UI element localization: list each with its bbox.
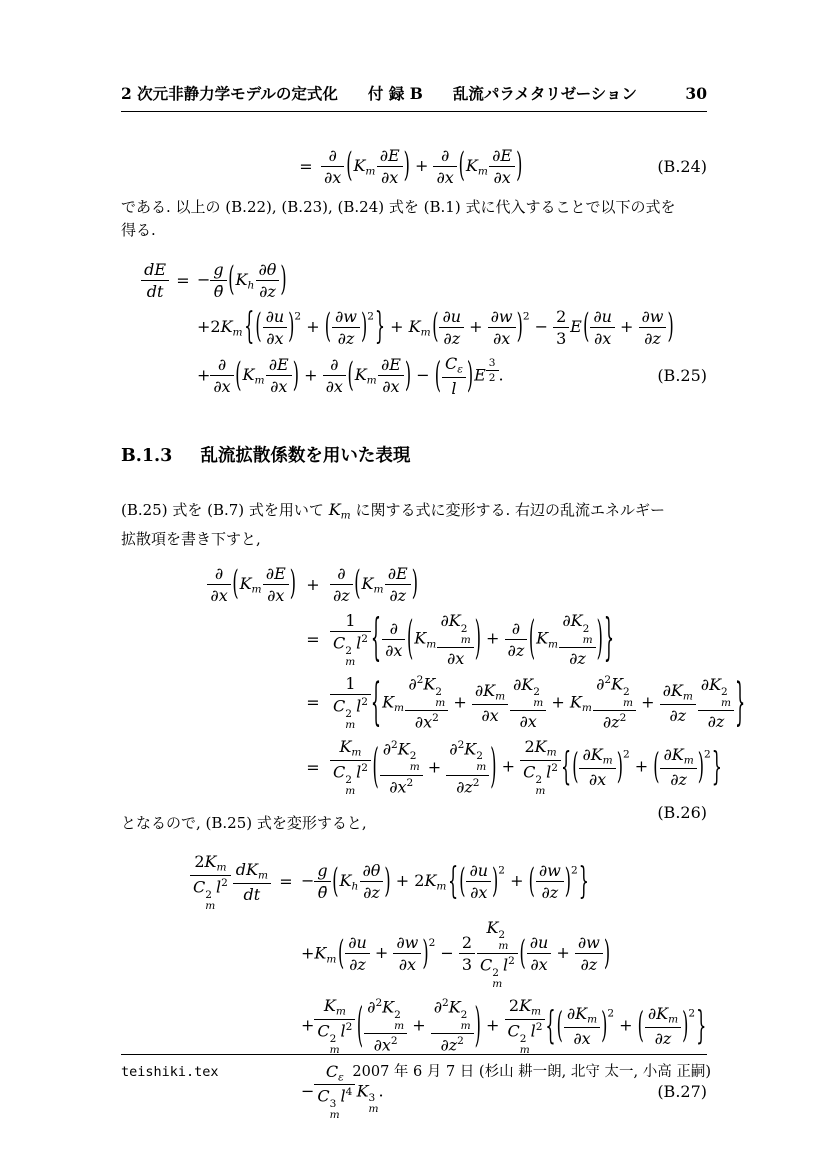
equation-line: + $\frac{\partial}{\partial x}$ ($K_m$ $\frac{\partial E}{\partial x}$ ) + $\frac{\partial}{\partial x}$ ($K_m$ $\frac{\partial E}{\partial x}$ ) − ( $\frac{C_\varepsilon}{l}$ )E $^{\frac{3}{2}}$ . (B.25) (197, 353, 707, 398)
equation-line: = $K_m$ C 2 m $l^2$ ( ∂$^2$K 2 m $\partial x^2$ + ∂$^2$K 2 m $\partial z^2$ ) + $2K_m$ C 2 m $l^2$ {( $\frac{\partial K_m}{\partial x}$ )$^2$ + ( $\frac{\partial K_m}{\partial z}$ )$^2$} (306, 737, 722, 798)
paragraph-line: である. 以上の (B.22), (B.23), (B.24) 式を (B.1) 式に代入することで以下の式を (121, 198, 676, 216)
inline-math-km: $K_m$ (328, 500, 351, 522)
footer-rule (121, 1054, 707, 1055)
equation-number: (B.27) (657, 1082, 707, 1102)
page-header (121, 82, 707, 112)
equation-line: = 1 C 2 m $l^2$ { $\frac{\partial}{\partial x}$ ($K_m$ ∂K 2 m ∂x ) + $\frac{\partial}{\partial z}$ ($K_m$ ∂K 2 m ∂z )} (306, 608, 615, 668)
equation-line: − $C_\varepsilon$ C 3 m $l^4$ K 3 m . (B.27) (301, 1061, 707, 1122)
header-section-title: 乱流パラメタリゼーション (452, 84, 637, 103)
paragraph-3 (121, 812, 721, 835)
paragraph-line: となるので, (B.25) 式を変形すると, (121, 814, 367, 832)
equation-b26 (121, 558, 746, 828)
footer-date-authors: 2007 年 6 月 7 日 (杉山 耕一朗, 北守 太一, 小高 正嗣) (352, 1064, 711, 1080)
equation-line: $+K_m$( $\frac{\partial u}{\partial z}$ + $\frac{\partial w}{\partial x}$ )$^2$ − $\frac{2}{3}$ K 2 m C 2 m $l^2$ ( $\frac{\partial u}{\partial x}$ + $\frac{\partial w}{\partial z}$ ) (301, 917, 611, 990)
equation-number: (B.26) (657, 803, 707, 823)
paragraph-2 (121, 498, 721, 551)
section-number: B.1.3 (121, 446, 173, 466)
paragraph-line: (B.25) 式を (B.7) 式を用いて (121, 501, 329, 519)
equation-b24 (121, 140, 707, 193)
section-title: 乱流拡散係数を用いた表現 (200, 446, 411, 466)
equation-b27 (121, 846, 707, 1127)
equation-number: (B.25) (657, 366, 707, 386)
equation-line: $2K_m$ C 2 m $l^2$ $\frac{dK_m}{dt}$ = − $\frac{g}{\thetā}$ ($K_h$ $\frac{\partial\theta}{\partial z}$ ) + $2K_m${( $\frac{\partial u}{\partial x}$ )$^2$ + ( $\frac{\partial w}{\partial z}$ )$^2$} (121, 852, 707, 912)
section-heading (121, 442, 410, 467)
equation-line: $\frac{\partial}{\partial x}$ ($K_m$ $\frac{\partial E}{\partial x}$ ) + $\frac{\partial}{\partial z}$ ($K_m$ $\frac{\partial E}{\partial z}$ ) (121, 564, 707, 605)
paragraph-line: に関する式に変形する. 右辺の乱流エネルギー (350, 501, 665, 519)
equation-number: (B.24) (657, 157, 707, 176)
paragraph-line: 得る. (121, 221, 156, 239)
equation-line: $\frac{dE}{dt}$ = − $\frac{g}{\thetā}$ ($K_h$ $\frac{\partial\theta}{\partial z}$ ) (121, 260, 707, 301)
header-chapter-title: 2 次元非静力学モデルの定式化 (121, 84, 338, 103)
paragraph-1 (121, 196, 721, 242)
equation-line: + $K_m$ C 2 m $l^2$ ( ∂$^2$K 2 m $\partial x^2$ + ∂$^2$K 2 m $\partial z^2$ ) + $2K_m$ C 2 m $l^2$ {( $\frac{\partial K_m}{\partial x}$ )$^2$ + ( $\frac{\partial K_m}{\partial z}$ )$^2$} (301, 995, 707, 1056)
header-page-number: 30 (685, 84, 707, 103)
equation-line: $+2K_m${( $\frac{\partial u}{\partial x}$ )$^2$ + ( $\frac{\partial w}{\partial z}$ )$^2\} + K_m$( $\frac{\partial u}{\partial z}$ + $\frac{\partial w}{\partial x}$ )$^2$ − $\frac{2}{3}$ E( $\frac{\partial u}{\partial x}$ + $\frac{\partial w}{\partial z}$ ) (197, 304, 674, 348)
paragraph-line: 拡散項を書き下すと, (121, 529, 261, 548)
equation-line: = $\frac{\partial}{\partial x}$ ($K_m$ $\frac{\partial E}{\partial x}$ ) + $\frac{\partial}{\partial x}$ ($K_m$ $\frac{\partial E}{\partial x}$ ) (B.24) (299, 145, 707, 187)
footer-filename: teishiki.tex (121, 1064, 219, 1080)
equation-line: = 1 C 2 m $l^2$ {$K_m$ ∂$^2$K 2 m $\partial x^2$ + $\frac{\partial K_m}{\partial x}$ ∂K 2 m ∂x + $K_m$ ∂$^2$K 2 m $\partial z^2$ + $\frac{\partial K_m}{\partial z}$ ∂K 2 m ∂z } (306, 670, 746, 732)
page-footer (121, 1060, 711, 1081)
header-appendix-label: 付 録 B (367, 84, 423, 103)
equation-b25 (121, 254, 707, 404)
